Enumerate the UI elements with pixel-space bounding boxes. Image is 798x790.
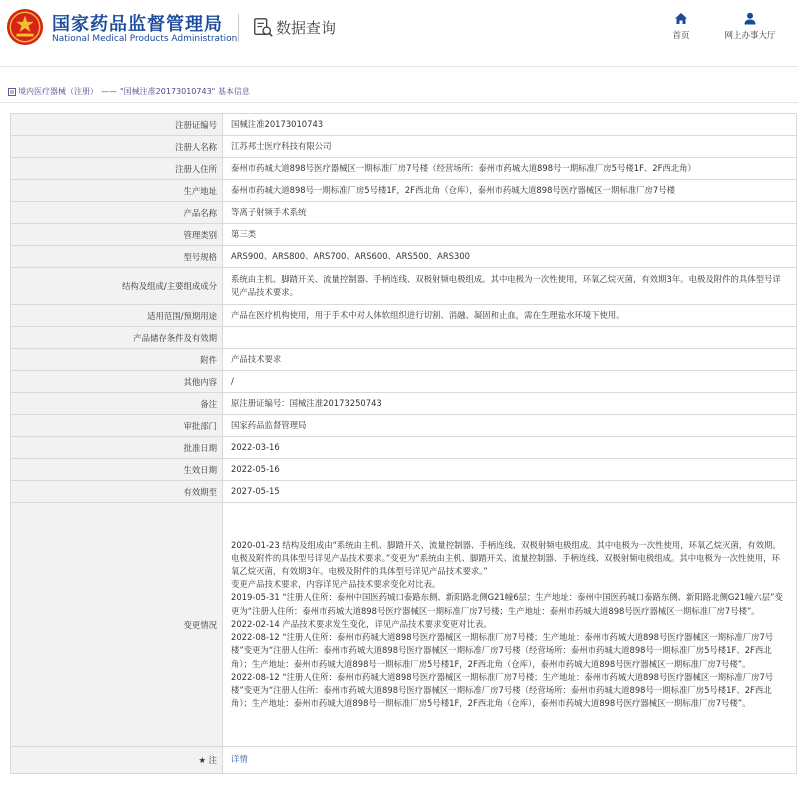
field-value: 2027-05-15 xyxy=(223,481,797,503)
field-value: 国械注准20173010743 xyxy=(223,114,797,136)
table-row xyxy=(11,305,797,327)
change-entry: 2019-05-31 “注册人住所：泰州中国医药城口泰路东侧、新阳路北侧G21幢6层；生产地址：泰州中国医药城口泰路东侧、新阳路北侧G21幢六层”变更为“注册人住所：泰州市药城大道898号医疗器械区一期标准厂房7号楼；生产地址：泰州市药城大道898号医疗器械区一期标准厂房7号楼”。 xyxy=(231,592,783,616)
table-row xyxy=(11,202,797,224)
table-row xyxy=(11,268,797,305)
field-label: 其他内容 xyxy=(11,371,223,393)
field-label: 注册人名称 xyxy=(11,136,223,158)
table-row xyxy=(11,114,797,136)
field-value: 原注册证编号：国械注准20173250743 xyxy=(223,393,797,415)
field-label: 管理类别 xyxy=(11,224,223,246)
home-icon xyxy=(674,12,688,25)
field-value: 泰州市药城大道898号一期标准厂房5号楼1F，2F西北角（仓库），泰州市药城大道898号医疗器械区一期标准厂房7号楼 xyxy=(223,180,797,202)
field-value: 等离子射频手术系统 xyxy=(223,202,797,224)
field-value: 2022-05-16 xyxy=(223,459,797,481)
field-label: 注册证编号 xyxy=(11,114,223,136)
person-icon xyxy=(743,12,757,25)
field-value: 江苏邦士医疗科技有限公司 xyxy=(223,136,797,158)
field-value: 第三类 xyxy=(223,224,797,246)
details-link[interactable]: 详情 xyxy=(231,754,248,765)
table-row xyxy=(11,224,797,246)
field-value: / xyxy=(223,371,797,393)
field-label: 变更情况 xyxy=(11,503,223,747)
table-row xyxy=(11,158,797,180)
field-value: 泰州市药城大道898号医疗器械区一期标准厂房7号楼（经营场所：泰州市药城大道898号一期标准厂房5号楼1F、2F西北角） xyxy=(223,158,797,180)
field-label: 审批部门 xyxy=(11,415,223,437)
field-value xyxy=(223,327,797,349)
field-label: 有效期至 xyxy=(11,481,223,503)
nav-home[interactable] xyxy=(664,12,698,41)
field-label: 生产地址 xyxy=(11,180,223,202)
table-row xyxy=(11,349,797,371)
field-value: 产品在医疗机构使用，用于手术中对人体软组织进行切割、消融、凝固和止血，需在生理盐水环境下使用。 xyxy=(223,305,797,327)
field-value: 系统由主机、脚踏开关、流量控制器、手柄连线、双极射频电极组成。其中电极为一次性使用，环氧乙烷灭菌，有效期3年。电极及附件的具体型号详见产品技术要求。 xyxy=(223,268,797,305)
table-row xyxy=(11,415,797,437)
change-entry: 变更产品技术要求，内容详见产品技术要求变化对比表。 xyxy=(231,579,441,590)
breadcrumb xyxy=(8,86,250,97)
note-label-text: 注 xyxy=(208,755,217,765)
field-value: ARS900、ARS800、ARS700、ARS600、ARS500、ARS300 xyxy=(223,246,797,268)
table-row xyxy=(11,393,797,415)
nav-online-hall[interactable] xyxy=(712,12,788,41)
star-icon: ★ xyxy=(198,755,206,765)
breadcrumb-current: "国械注准20173010743" 基本信息 xyxy=(120,87,250,96)
table-row xyxy=(11,371,797,393)
field-label: 适用范围/预期用途 xyxy=(11,305,223,327)
field-label: 生效日期 xyxy=(11,459,223,481)
table-row xyxy=(11,327,797,349)
table-row xyxy=(11,437,797,459)
header-divider xyxy=(238,14,239,42)
emblem-logo xyxy=(6,8,44,46)
header-border xyxy=(0,66,798,67)
brand-title-en: National Medical Products Administration xyxy=(52,34,238,44)
table-row xyxy=(11,246,797,268)
field-label: 注册人住所 xyxy=(11,158,223,180)
change-entry: 2022-08-12 “注册人住所：泰州市药城大道898号医疗器械区一期标准厂房7号楼；生产地址：泰州市药城大道898号医疗器械区一期标准厂房7号楼”变更为“注册人住所：泰州市药城大道898号医疗器械区一期标准厂房7号楼（经营场所：泰州市药城大道898号一期标准厂房5号楼1F、2F西北角）；生产地址：泰州市药城大道898号一期标准厂房5号楼1F，2F西北角（仓库），泰州市药城大道898号医疗器械区一期标准厂房7号楼”。 xyxy=(231,632,774,669)
location-icon xyxy=(8,88,16,96)
change-entry: 2020-01-23 结构及组成由“系统由主机、脚踏开关、流量控制器、手柄连线、双极射频电极组成。其中电极为一次性使用，环氧乙烷灭菌，有效期。电极及附件的具体型号详见产品技术要求。”变更为“系统由主机、脚踏开关、流量控制器、手柄连线、双极射频电极组成。其中电极为一次性使用，环氧乙烷灭菌，有效期3年。电极及附件的具体型号详见产品技术要求。” xyxy=(231,539,781,577)
field-label: 产品名称 xyxy=(11,202,223,224)
field-label: 备注 xyxy=(11,393,223,415)
change-entry: 2022-02-14 产品技术要求发生变化，详见产品技术要求变更对比表。 xyxy=(231,618,492,629)
data-query-icon xyxy=(252,16,274,38)
field-value: 产品技术要求 xyxy=(223,349,797,371)
field-value xyxy=(223,747,797,774)
field-label: 批准日期 xyxy=(11,437,223,459)
change-history xyxy=(223,503,797,747)
breadcrumb-separator: —— xyxy=(101,87,117,96)
field-label: 附件 xyxy=(11,349,223,371)
field-label: 产品储存条件及有效期 xyxy=(11,327,223,349)
breadcrumb-category-link[interactable]: 境内医疗器械（注册） xyxy=(18,87,98,96)
table-row-note xyxy=(11,747,797,774)
table-row xyxy=(11,459,797,481)
field-label: 型号规格 xyxy=(11,246,223,268)
field-label: 结构及组成/主要组成成分 xyxy=(11,268,223,305)
nav-home-label: 首页 xyxy=(672,31,690,41)
registration-detail-table xyxy=(10,113,797,774)
data-query-title: 数据查询 xyxy=(276,19,337,37)
table-row-changes xyxy=(11,503,797,747)
breadcrumb-border xyxy=(0,102,798,103)
change-entry: 2022-08-12 “注册人住所：泰州市药城大道898号医疗器械区一期标准厂房7号楼；生产地址：泰州市药城大道898号医疗器械区一期标准厂房7号楼”变更为“注册人住所：泰州市药城大道898号医疗器械区一期标准厂房7号楼（经营场所：泰州市药城大道898号一期标准厂房5号楼1F、2F西北角）；生产地址：泰州市药城大道898号一期标准厂房5号楼1F，2F西北角（仓库），泰州市药城大道898号医疗器械区一期标准厂房7号楼”。 xyxy=(231,671,774,709)
brand-title-cn: 国家药品监督管理局 xyxy=(52,14,223,35)
field-value: 国家药品监督管理局 xyxy=(223,415,797,437)
site-header xyxy=(0,0,798,62)
nav-online-hall-label: 网上办事大厅 xyxy=(724,31,776,41)
table-row xyxy=(11,481,797,503)
field-value: 2022-03-16 xyxy=(223,437,797,459)
table-row xyxy=(11,180,797,202)
note-label xyxy=(11,747,223,774)
table-row xyxy=(11,136,797,158)
